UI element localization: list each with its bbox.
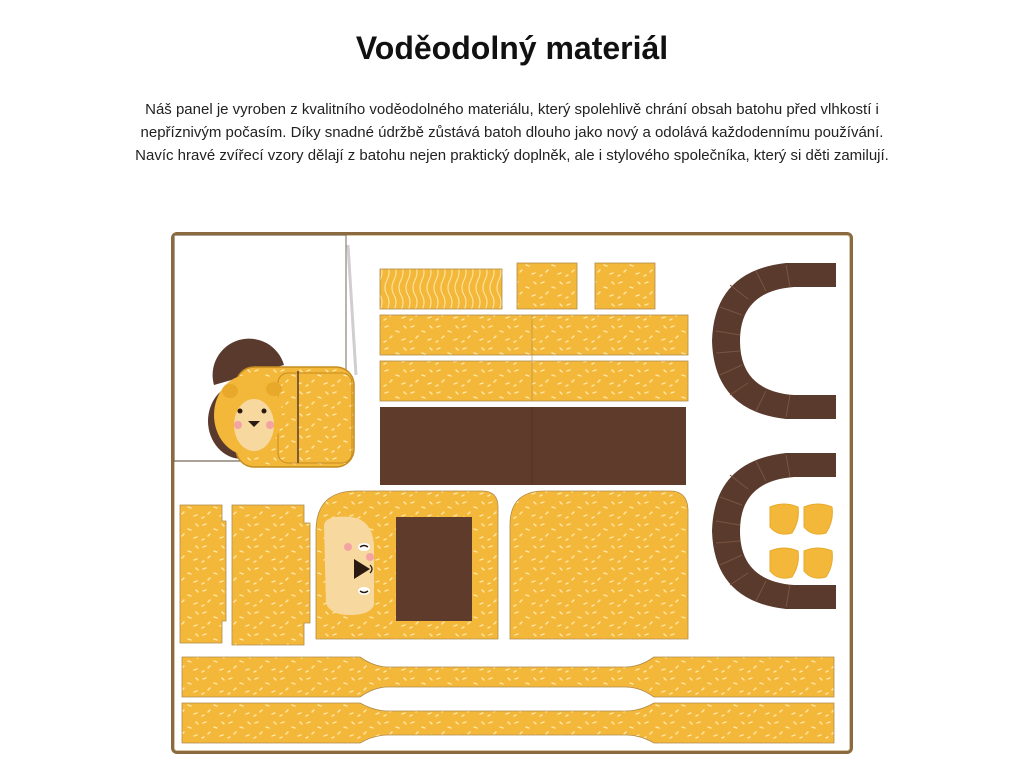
mane-pieces: [712, 263, 836, 609]
lion-backpack-pattern-illustration: [174, 235, 850, 751]
backpack-photo: [174, 235, 356, 467]
side-strips: [180, 505, 310, 645]
page-title: Voděodolný materiál: [355, 30, 669, 66]
description: [130, 98, 894, 167]
description-paragraph-2: Navíc hravé zvířecí vzory dělají z batohu nejen praktický doplněk, ale i stylového společníka, který si děti zamilují.: [135, 147, 889, 164]
pattern-pieces-top: [380, 263, 688, 485]
strap-pieces: [182, 657, 834, 743]
back-panel: [510, 491, 688, 639]
pattern-board: [171, 232, 853, 754]
front-panel-lion: [316, 491, 498, 639]
description-paragraph-1: Náš panel je vyroben z kvalitního voděodolného materiálu, který spolehlivě chrání obsah batohu před vlhkostí i nepříznivým počasím. Díky snadné údržbě zůstává batoh dlouho jako nový a odolává každodennímu používání.: [140, 101, 884, 141]
